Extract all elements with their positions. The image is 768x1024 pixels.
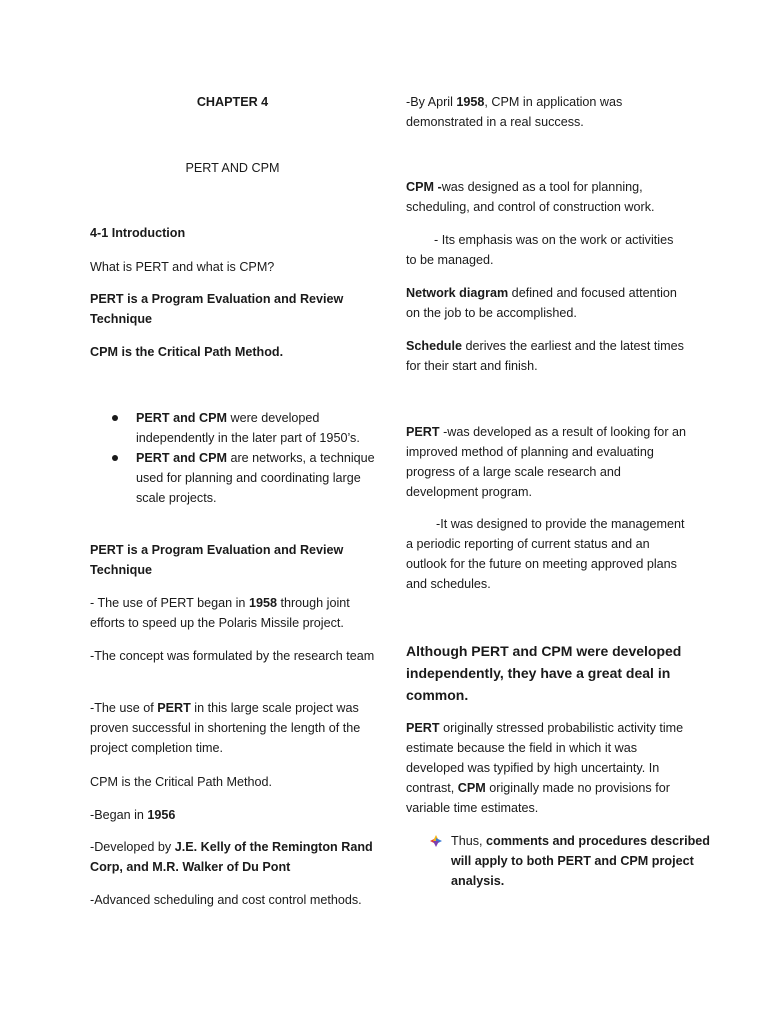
bullet-text: were developed independently in the later part of 1950’s. — [136, 411, 360, 445]
pert-definition: PERT is a Program Evaluation and Review Technique — [90, 292, 344, 326]
emphasis-paragraph: - Its emphasis was on the work or activities to be managed. — [406, 233, 674, 267]
common-heading: Although PERT and CPM were developed independently, they have a great deal in common. — [406, 643, 682, 703]
designed-paragraph: -It was designed to provide the management a periodic reporting of current status and an outlook for the future on meeting approved plans and schedules. — [406, 517, 685, 591]
list-item — [90, 408, 375, 448]
developed-paragraph: -Developed by J.E. Kelly of the Remington Rand Corp, and M.R. Walker of Du Pont — [90, 840, 373, 874]
bullet-text: are networks, a technique used for planning and coordinating large scale projects. — [136, 451, 375, 505]
cpm-definition-repeat: CPM is the Critical Path Method. — [90, 775, 272, 789]
began-paragraph: -Began in 1956 — [90, 808, 176, 822]
pert-use-paragraph: - The use of PERT began in 1958 through joint efforts to speed up the Polaris Missile project. — [90, 596, 350, 630]
bullet-bold: PERT and CPM — [136, 411, 227, 425]
intro-question: What is PERT and what is CPM? — [90, 260, 275, 274]
pert-success-paragraph: -The use of PERT in this large scale project was proven successful in shortening the length of the project completion time. — [90, 701, 361, 755]
chapter-title: PERT AND CPM — [185, 161, 280, 175]
chapter-label: CHAPTER 4 — [196, 95, 269, 109]
cpm-definition: CPM is the Critical Path Method. — [90, 345, 284, 359]
pert-definition-repeat: PERT is a Program Evaluation and Review Technique — [90, 543, 344, 577]
concept-paragraph: -The concept was formulated by the research team — [90, 649, 375, 663]
thus-prefix: Thus, — [451, 834, 486, 848]
schedule-paragraph: Schedule derives the earliest and the latest times for their start and finish. — [406, 339, 684, 373]
bullet-dot-icon — [112, 455, 118, 461]
pert-dev-paragraph: PERT -was developed as a result of looking for an improved method of planning and evaluating progress of a large scale research and development program. — [406, 425, 687, 499]
network-paragraph: Network diagram defined and focused attention on the job to be accomplished. — [406, 286, 677, 320]
section-heading: 4-1 Introduction — [90, 226, 186, 240]
advanced-paragraph: -Advanced scheduling and cost control methods. — [90, 893, 362, 907]
thus-bold: comments and procedures described will apply to both PERT and CPM project analysis. — [451, 834, 710, 888]
list-item — [90, 448, 375, 508]
thus-bullet-item — [406, 831, 731, 891]
bullet-bold: PERT and CPM — [136, 451, 227, 465]
cpm-tool-paragraph: CPM -was designed as a tool for planning, scheduling, and control of construction work. — [406, 180, 655, 214]
originally-paragraph: PERT originally stressed probabilistic activity time estimate because the field in which it was developed was typified by high uncertainty. In contrast, CPM originally made no provisions for variable time estimates. — [406, 721, 684, 815]
bullet-dot-icon — [112, 415, 118, 421]
arrow-bullet-icon — [430, 835, 442, 847]
april-paragraph: -By April 1958, CPM in application was demonstrated in a real success. — [406, 95, 623, 129]
intro-bullet-list — [90, 408, 375, 508]
